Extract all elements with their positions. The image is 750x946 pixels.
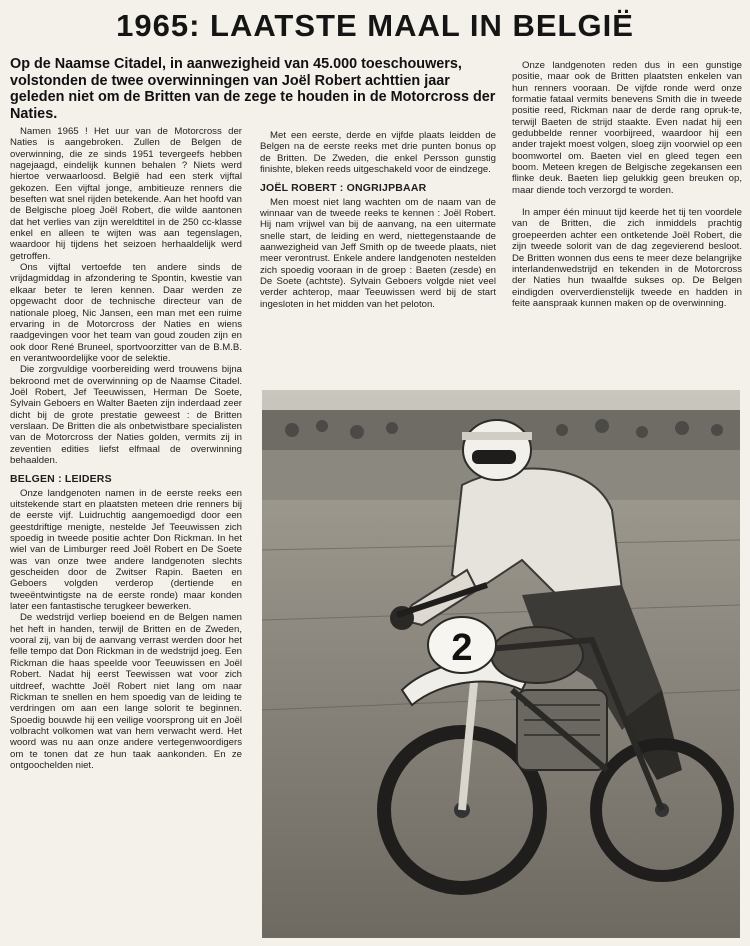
paragraph: De wedstrijd verliep boeiend en de Belgen namen het heft in handen, terwijl de Britten en de Zweden, vooral zij, van bij de aanvang verrast werden door het felle tempo dat Don Rickman in de wedstrijd joeg. Een Rickman die haas speelde voor Teeuwissen en Joël Robert. Nadat hij eerst Teewissen wat voor zich uitdreef, wachtte Joël Robert niet lang om naar Rickman te snellen en hem spoedig van de leiding te verdringen om aan een lange solorit te beginnen. Spoedig bouwde hij een veilige voorsprong uit en Joël volbracht volkomen wat van hem verwacht werd. Het woord was nu aan onze andere vertegenwoordigers om te tonen dat ze hun taak aankonden. En ze ontgoochelden niet. (10, 612, 242, 771)
paragraph: Onze landgenoten reden dus in een gunstige positie, maar ook de Britten plaatsten enkelen van hun renners vooraan. De vijfde ronde werd onze formatie fataal vermits benevens Smith die in tweede positie reed, Rickman naar de derde rang opruk-te, terwijl Baeten de strijd staakte. Even nadat hij een gedubbelde renner voorbijreed, waardoor hij een ander trajekt moest volgen, sloeg zijn voorwiel op een boomwortel om. Baeten viel en gleed tegen een boom. Meteen kregen de Belgische zegekansen een flinke deuk. Baeten liep gelukkig geen breuken op, maar diende toch verzorgd te worden. (512, 60, 742, 196)
subheading-joel-robert: JOËL ROBERT : ONGRIJPBAAR (260, 182, 427, 195)
column-3 (512, 60, 742, 309)
subheading-belgen-leiders: BELGEN : LEIDERS (10, 473, 112, 486)
number-plate-number: 2 (451, 627, 473, 669)
paragraph: Met een eerste, derde en vijfde plaats leidden de Belgen na de eerste reeks met drie punten bonus op de Britten. De Zweden, die enkel Persson gunstig finishte, bleken reeds uitgeschakeld voor de eindzege. (260, 130, 496, 176)
paragraph: Onze landgenoten namen in de eerste reeks een uitstekende start en plaatsten meteen drie renners bij de eerste vijf. Luidruchtig aangemoedigd door een geestdriftige menigte, nestelde Jef Teeuwissen zich spoedig in tweede positie achter Don Rickman. In het wiel van de Limburger reed Joël Robert en De Soete was van onze twee andere landgenoten slechts gescheiden door de Zwitser Rapin. Baeten en Geboers volgden verderop (dertiende en tweeëntwintigste na de eerste ronde) maar konden later een fantastische terugkeer bewerken. (10, 487, 242, 613)
paragraph: Namen 1965 ! Het uur van de Motorcross der Naties is aangebroken. Zullen de Belgen de overwinning, die ze sinds 1951 tevergeefs hebben nagejaagd, eindelijk kunnen behalen ? Niets werd hiertoe verwaarloosd. België had een sterk vijftal gekozen. Een vijftal jonge, ambitieuze renners die beseften wat snel rijden betekende. Aan het hoofd van de Belgische ploeg Joël Robert, die wilde aantonen dat het verlies van zijn wereldtitel in de 250 cc-klasse enkel en alleen te wijten was aan tegenslagen, waardoor hij tijdens het seizoen herhaaldelijk werd getroffen. (10, 126, 242, 262)
paragraph: Men moest niet lang wachten om de naam van de winnaar van de tweede reeks te kennen : Joël Robert. Hij nam vrijwel van bij de aanvang, na een uitermate snelle start, de leiding en werd, niettegenstaande de aanwezigheid van Jeff Smith op de tweede plaats, niet meer verontrust. Enkele andere landgenoten nestelden zich spoedig vooraan in de groep : Baeten (zesde) en De Soete (achtste). Sylvain Geboers volgde niet veel verder achterop, maar Teeuwissen werd bij de start ingesloten in het midden van het peloton. (260, 196, 496, 310)
rider-goggles (472, 450, 516, 464)
fuel-tank (491, 627, 583, 683)
article-lead: Op de Naamse Citadel, in aanwezigheid van 45.000 toeschouwers, volstonden de twee overwinningen van Joël Robert achttien jaar geleden niet om de Britten van de zege te houden in de Motorcross der Naties. (10, 56, 496, 122)
paragraph: In amper één minuut tijd keerde het tij ten voordele van de Britten, die zich inmiddels prachtig groepeerden achter een ontketende Joël Robert, die zijn tweede solorit van de dag zegevierend besloot. De Britten wonnen dus eens te meer deze belangrijke interlandenwedstrijd en tekenden in de Motorcross der Naties hun twaalfde sukses op. De Belgen eindigden oververdienstelijk tweede en hadden in feite aanspraak kunnen maken op de overwinning. (512, 207, 742, 309)
article-title: 1965: LAATSTE MAAL IN BELGIË (116, 8, 634, 43)
paragraph: Ons vijftal vertoefde ten andere sinds de vrijdagmiddag in afzondering te Spontin, kwestie van elkaar beter te leren kennen. Daar werden ze opgewacht door de technische directeur van de nationale ploeg, Nic Jansen, een man met een ruime ervaring in de Motorcross der Naties en wiens raadgevingen voor het team van goud zouden zijn en ook door René Bruneel, sportvoorzitter van de B.M.B. en verantwoordelijke voor de selektie. (10, 262, 242, 364)
column-1 (10, 126, 242, 771)
motocross-photo (262, 390, 740, 938)
paragraph: Die zorgvuldige voorbereiding werd trouwens bijna bekroond met de overwinning op de Naamse Citadel. Joël Robert, Jef Teeuwissen, Herman De Soete, Sylvain Geboers en Walter Baeten zijn inderdaad zeer dicht bij de grote prestatie geweest : de Britten verslaan. De Britten die als onbetwistbare specialisten van de Motorcross der Naties golden, vermits zij in zeventien edities liefst elfmaal de overwinning behaalden. (10, 364, 242, 466)
column-2 (260, 130, 496, 310)
